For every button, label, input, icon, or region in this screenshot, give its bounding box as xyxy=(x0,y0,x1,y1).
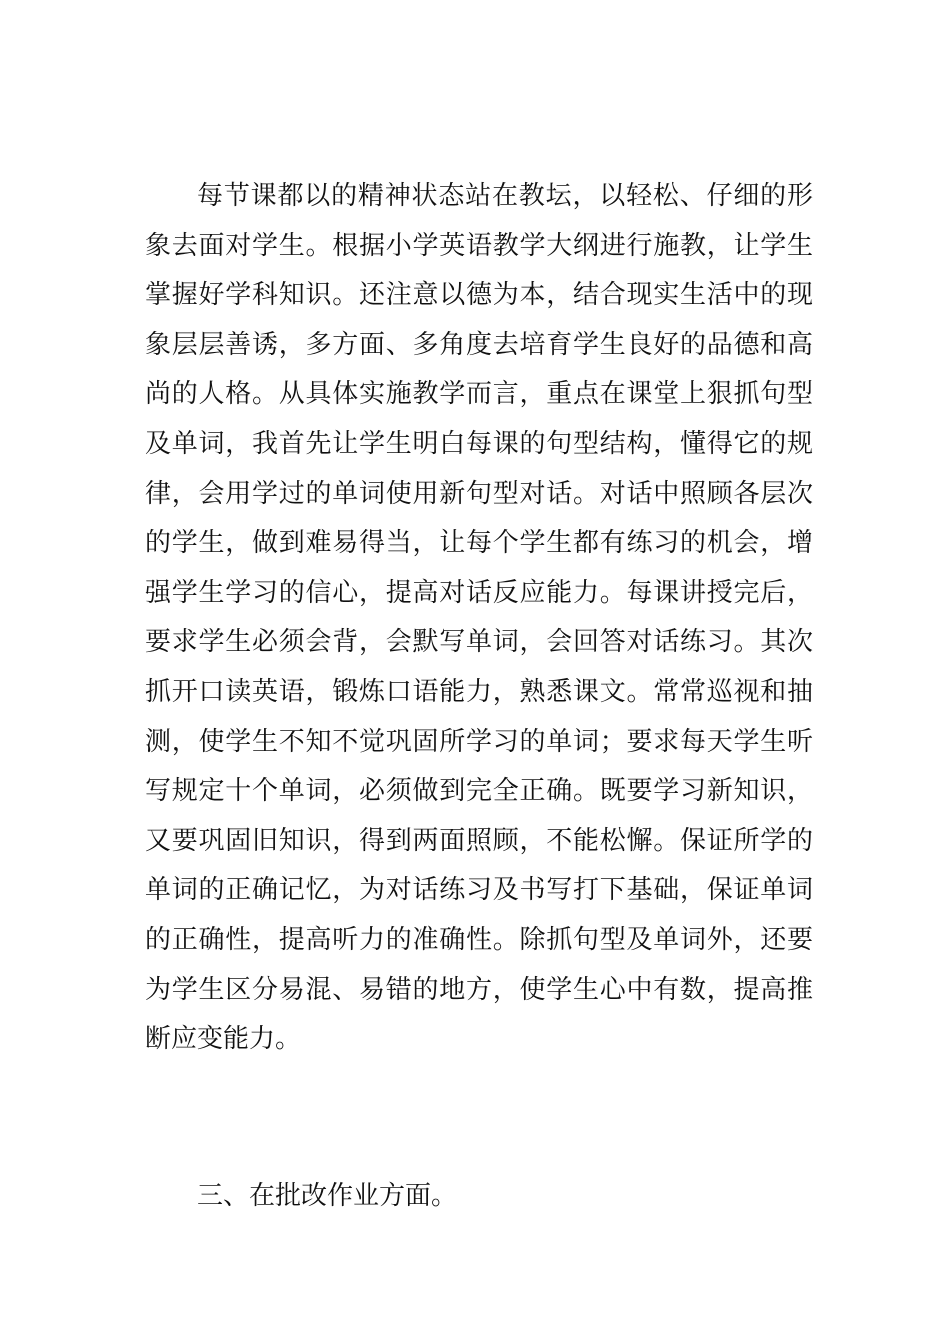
body-paragraph: 每节课都以的精神状态站在教坛，以轻松、仔细的形象去面对学生。根据小学英语教学大纲进行施教，让学生掌握好学科知识。还注意以德为本，结合现实生活中的现象层层善诱，多方面、多角度去培育学生良好的品德和高尚的人格。从具体实施教学而言，重点在课堂上狠抓句型及单词，我首先让学生明白每课的句型结构，懂得它的规律，会用学过的单词使用新句型对话。对话中照顾各层次的学生，做到难易得当，让每个学生都有练习的机会，增强学生学习的信心，提高对话反应能力。每课讲授完后，要求学生必须会背，会默写单词，会回答对话练习。其次抓开口读英语，锻炼口语能力，熟悉课文。常常巡视和抽测，使学生不知不觉巩固所学习的单词；要求每天学生听写规定十个单词，必须做到完全正确。既要学习新知识，又要巩固旧知识，得到两面照顾，不能松懈。保证所学的单词的正确记忆，为对话练习及书写打下基础，保证单词的正确性，提高听力的准确性。除抓句型及单词外，还要为学生区分易混、易错的地方，使学生心中有数，提高推断应变能力。 xyxy=(145,181,813,1055)
section-heading: 三、在批改作业方面。 xyxy=(197,1181,458,1211)
